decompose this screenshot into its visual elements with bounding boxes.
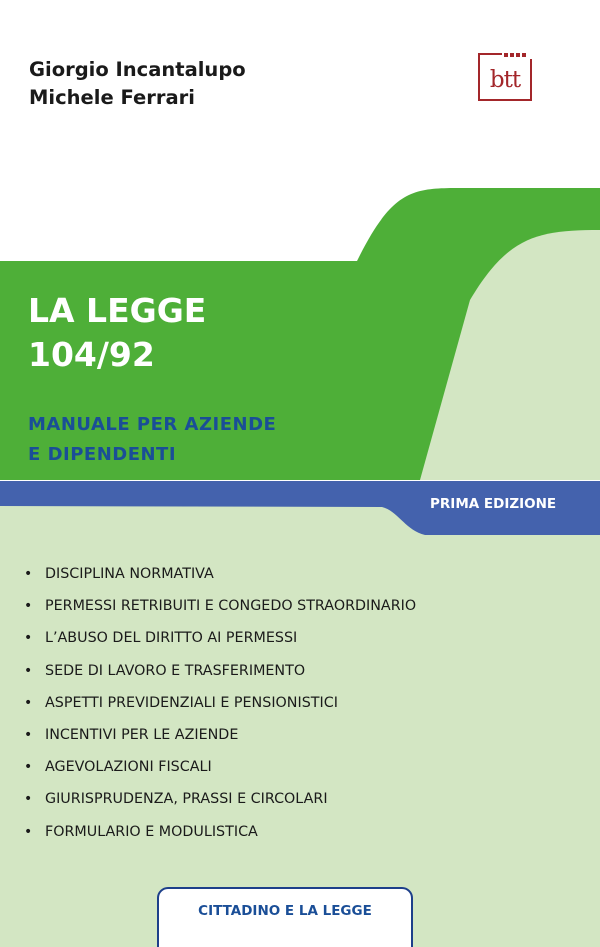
title-line: LA LEGGE	[28, 291, 207, 330]
bullet-icon: •	[24, 823, 33, 840]
edition-label: PRIMA EDIZIONE	[430, 496, 557, 512]
list-item	[24, 691, 416, 723]
publisher-logo	[478, 53, 532, 101]
author-name: Giorgio Incantalupo	[29, 58, 246, 81]
book-subtitle	[28, 410, 276, 470]
topic-text: PERMESSI RETRIBUITI E CONGEDO STRAORDINARIO	[45, 598, 417, 615]
subtitle-line: E DIPENDENTI	[28, 444, 177, 465]
list-item	[24, 820, 416, 852]
topic-text: L’ABUSO DEL DIRITTO AI PERMESSI	[45, 630, 298, 647]
topic-text: AGEVOLAZIONI FISCALI	[45, 759, 212, 776]
author-names	[29, 56, 246, 112]
topic-text: INCENTIVI PER LE AZIENDE	[45, 726, 239, 743]
logo-dots	[502, 52, 532, 59]
list-item	[24, 562, 416, 594]
author-name: Michele Ferrari	[29, 86, 195, 109]
topic-list	[24, 562, 416, 852]
series-name: CITTADINO E LA LEGGE	[198, 903, 372, 919]
topic-text: SEDE DI LAVORO E TRASFERIMENTO	[45, 662, 306, 679]
bullet-icon: •	[24, 726, 33, 743]
bullet-icon: •	[24, 791, 33, 808]
list-item	[24, 723, 416, 755]
topic-text: ASPETTI PREVIDENZIALI E PENSIONISTICI	[45, 694, 338, 711]
bullet-icon: •	[24, 759, 33, 776]
bullet-icon: •	[24, 630, 33, 647]
bullet-icon: •	[24, 566, 33, 582]
topic-text: FORMULARIO E MODULISTICA	[45, 823, 258, 840]
title-line: 104/92	[28, 335, 155, 374]
topic-text: GIURISPRUDENZA, PRASSI E CIRCOLARI	[45, 791, 328, 808]
logo-text: btt	[489, 67, 521, 93]
list-item	[24, 626, 416, 658]
bullet-icon: •	[24, 662, 33, 679]
bullet-icon: •	[24, 598, 33, 615]
bullet-icon: •	[24, 694, 33, 711]
list-item	[24, 659, 416, 691]
list-item	[24, 594, 416, 626]
list-item	[24, 787, 416, 819]
list-item	[24, 755, 416, 787]
topic-text: DISCIPLINA NORMATIVA	[45, 566, 214, 582]
subtitle-line: MANUALE PER AZIENDE	[28, 414, 277, 435]
book-title	[28, 289, 206, 377]
series-badge	[157, 887, 413, 947]
